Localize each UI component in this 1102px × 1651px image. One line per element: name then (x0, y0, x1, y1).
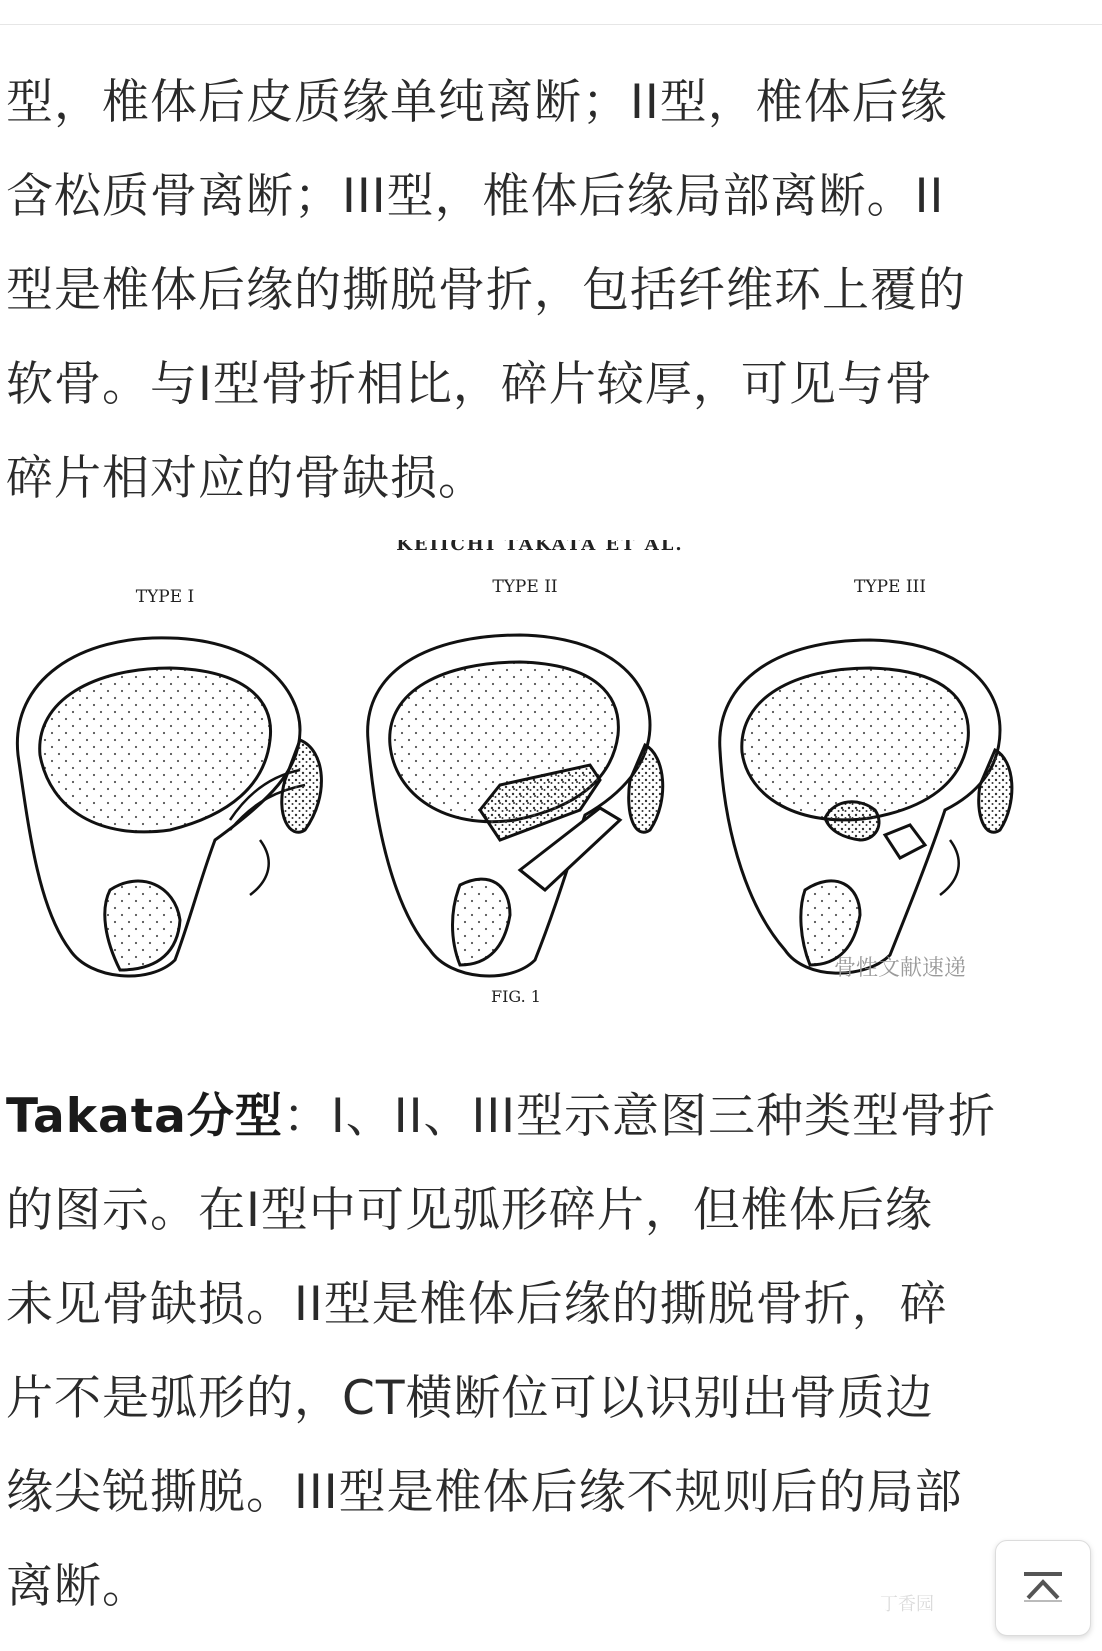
paragraph-line-rest: ：I、II、III型示意图三种类型骨折 (282, 1089, 997, 1144)
paragraph-line: 缘尖锐撕脱。III型是椎体后缘不规则后的局部 (6, 1465, 963, 1520)
type-2-label: TYPE II (492, 577, 558, 597)
paragraph-line: 含松质骨离断；III型，椎体后缘局部离断。II (6, 169, 945, 224)
paragraph-line-first (6, 1070, 1096, 1164)
back-to-top-icon (1018, 1568, 1068, 1608)
page-watermark: 丁香园 (880, 1594, 934, 1614)
type-1-label: TYPE I (135, 587, 195, 607)
paragraph-line: 碎片相对应的骨缺损。 (6, 451, 486, 506)
figure-caption: FIG. 1 (491, 987, 541, 1006)
figure-illustration (0, 540, 1102, 1060)
type-3-vertebra-drawing (720, 640, 1012, 973)
article-paragraph-1 (6, 56, 1096, 526)
paragraph-line: 软骨。与I型骨折相比，碎片较厚，可见与骨 (6, 357, 933, 412)
paragraph-line: 片不是弧形的，CT横断位可以识别出骨质边 (6, 1371, 934, 1426)
type-1-vertebra-drawing (17, 638, 321, 976)
paragraph-line: 型，椎体后皮质缘单纯离断；II型，椎体后缘 (6, 75, 948, 130)
takata-classification-term: Takata分型 (6, 1089, 283, 1144)
back-to-top-button[interactable] (995, 1540, 1091, 1636)
paragraph-line: 未见骨缺损。II型是椎体后缘的撕脱骨折，碎 (6, 1277, 948, 1332)
paragraph-line: 离断。 (6, 1559, 150, 1614)
article-paragraph-2 (6, 1070, 1096, 1634)
top-divider (0, 24, 1102, 25)
figure-header: KEIICHI TAKATA ET AL. (396, 540, 684, 555)
takata-classification-figure (0, 540, 1102, 1060)
type-2-vertebra-drawing (368, 635, 663, 976)
type-3-label: TYPE III (854, 577, 926, 597)
figure-watermark: 骨性文献速递 (833, 956, 967, 981)
paragraph-line: 型是椎体后缘的撕脱骨折，包括纤维环上覆的 (6, 263, 966, 318)
paragraph-line: 的图示。在I型中可见弧形碎片，但椎体后缘 (6, 1183, 933, 1238)
